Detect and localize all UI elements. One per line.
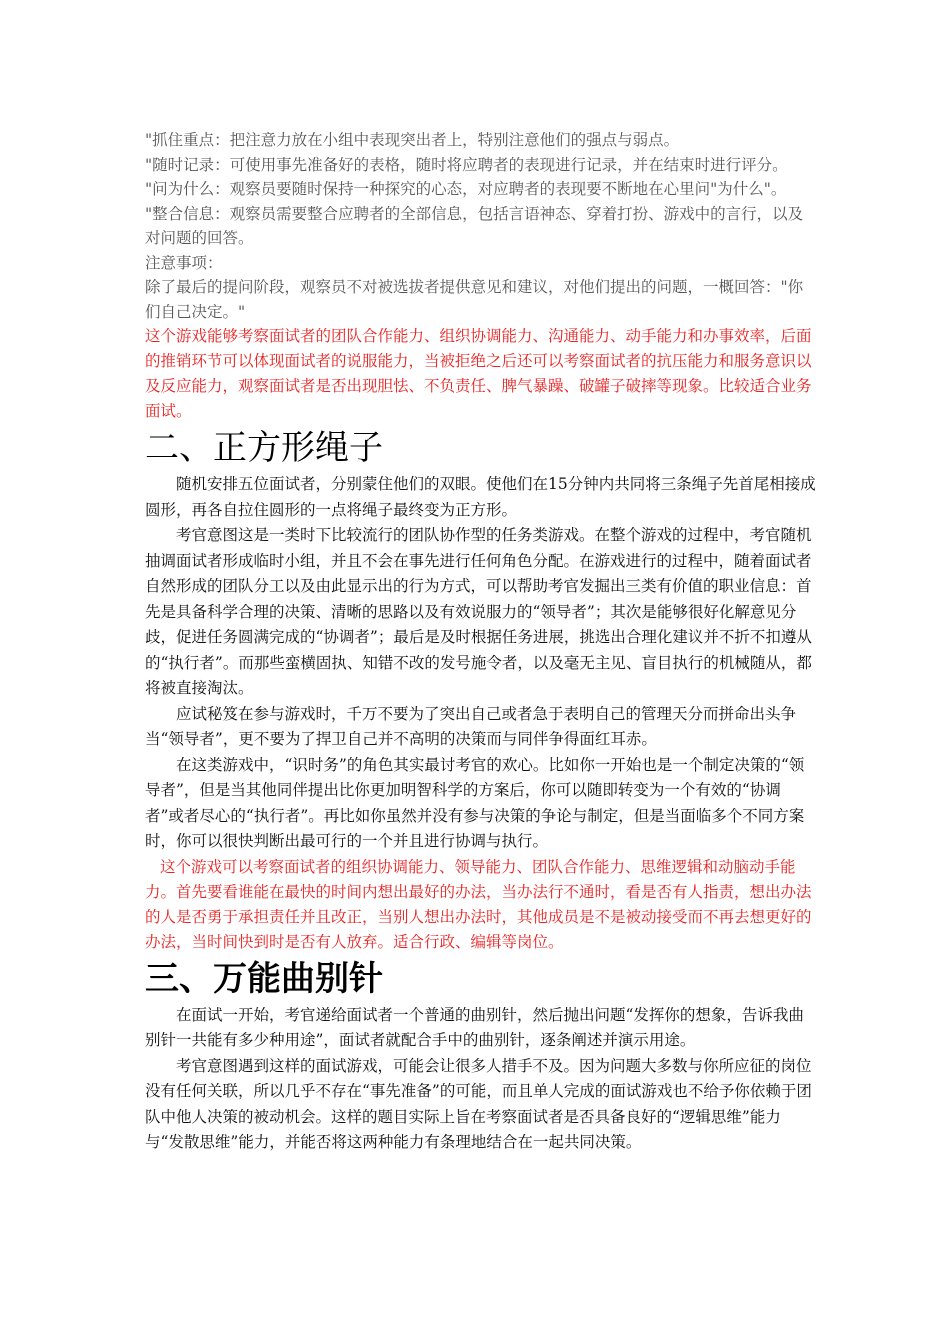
document-page <box>145 128 817 1156</box>
section2-paragraph: 在这类游戏中，“识时务”的角色其实最讨考官的欢心。比如你一开始也是一个制定决策的“领导者”，但是当其他同伴提出比你更加明智科学的方案后，你可以随即转变为一个有效的“协调者”或者尽心的“执行者”。再比如你虽然并没有参与决策的争论与制定，但是当面临多个不同方案时，你可以很快判断出最可行的一个并且进行协调与执行。 <box>145 755 805 850</box>
point-integrate: "整合信息：观察员需要整合应聘者的全部信息，包括言语神态、穿着打扮、游戏中的言行，以及对问题的回答。 <box>145 204 804 247</box>
section2-paragraph: 应试秘笈在参与游戏时，千万不要为了突出自己或者急于表明自己的管理天分而拼命出头争当“领导者”，更不要为了捍卫自己并不高明的决策而与同伴争得面红耳赤。 <box>145 704 797 748</box>
section3-heading: 三、万能曲别针 <box>145 958 383 999</box>
section3-paragraph: 在面试一开始，考官递给面试者一个普通的曲别针，然后抛出问题“发挥你的想象，告诉我曲别针一共能有多少种用途”，面试者就配合手中的曲别针，逐条阐述并演示用途。 <box>145 1005 804 1049</box>
point-record: "随时记录：可使用事先准备好的表格，随时将应聘者的表现进行记录，并在结束时进行评分。 <box>145 155 788 174</box>
notes-text: 除了最后的提问阶段，观察员不对被选拔者提供意见和建议，对他们提出的问题，一概回答："你们自己决定。" <box>145 278 804 321</box>
section3-paragraph: 考官意图遇到这样的面试游戏，可能会让很多人措手不及。因为问题大多数与你所应征的岗位没有任何关联，所以几乎不存在“事先准备”的可能，而且单人完成的面试游戏也不给予你依赖于团队中他人决策的被动机会。这样的题目实际上旨在考察面试者是否具备良好的“逻辑思维”能力与“发散思维”能力，并能否将这两种能力有条理地结合在一起共同决策。 <box>145 1056 812 1151</box>
point-ask-why: "问为什么：观察员要随时保持一种探究的心态，对应聘者的表现要不断地在心里问"为什么"。 <box>145 180 787 198</box>
section1-red-comment: 这个游戏能够考察面试者的团队合作能力、组织协调能力、沟通能力、动手能力和办事效率，后面的推销环节可以体现面试者的说服能力，当被拒绝之后还可以考察面试者的抗压能力和服务意识以及反应能力，观察面试者是否出现胆怯、不负责任、脾气暴躁、破罐子破摔等现象。比较适合业务面试。 <box>145 327 812 420</box>
section2-heading: 二、正方形绳子 <box>145 428 383 468</box>
section2-red-comment: 这个游戏可以考察面试者的组织协调能力、领导能力、团队合作能力、思维逻辑和动脑动手能力。首先要看谁能在最快的时间内想出最好的办法，当办法行不通时，看是否有人指责，想出办法的人是否勇于承担责任并且改正，当别人想出办法时，其他成员是不是被动接受而不再去想更好的办法，当时间快到时是否有人放弃。适合行政、编辑等岗位。 <box>145 857 812 951</box>
section2-paragraph: 考官意图这是一类时下比较流行的团队协作型的任务类游戏。在整个游戏的过程中，考官随机抽调面试者形成临时小组，并且不会在事先进行任何角色分配。在游戏进行的过程中，随着面试者自然形成的团队分工以及由此显示出的行为方式，可以帮助考官发掘出三类有价值的职业信息：首先是具备科学合理的决策、清晰的思路以及有效说服力的“领导者”；其次是能够很好化解意见分歧，促进任务圆满完成的“协调者”；最后是及时根据任务进展，挑选出合理化建议并不折不扣遵从的“执行者”。而那些蛮横固执、知错不改的发号施令者，以及毫无主见、盲目执行的机械随从，都将被直接淘汰。 <box>145 526 812 697</box>
notes-title: 注意事项： <box>145 253 223 272</box>
point-focus: "抓住重点：把注意力放在小组中表现突出者上，特别注意他们的强点与弱点。 <box>145 131 680 149</box>
section2-paragraph: 随机安排五位面试者，分别蒙住他们的双眼。使他们在15分钟内共同将三条绳子先首尾相接成圆形，再各自拉住圆形的一点将绳子最终变为正方形。 <box>145 475 816 519</box>
